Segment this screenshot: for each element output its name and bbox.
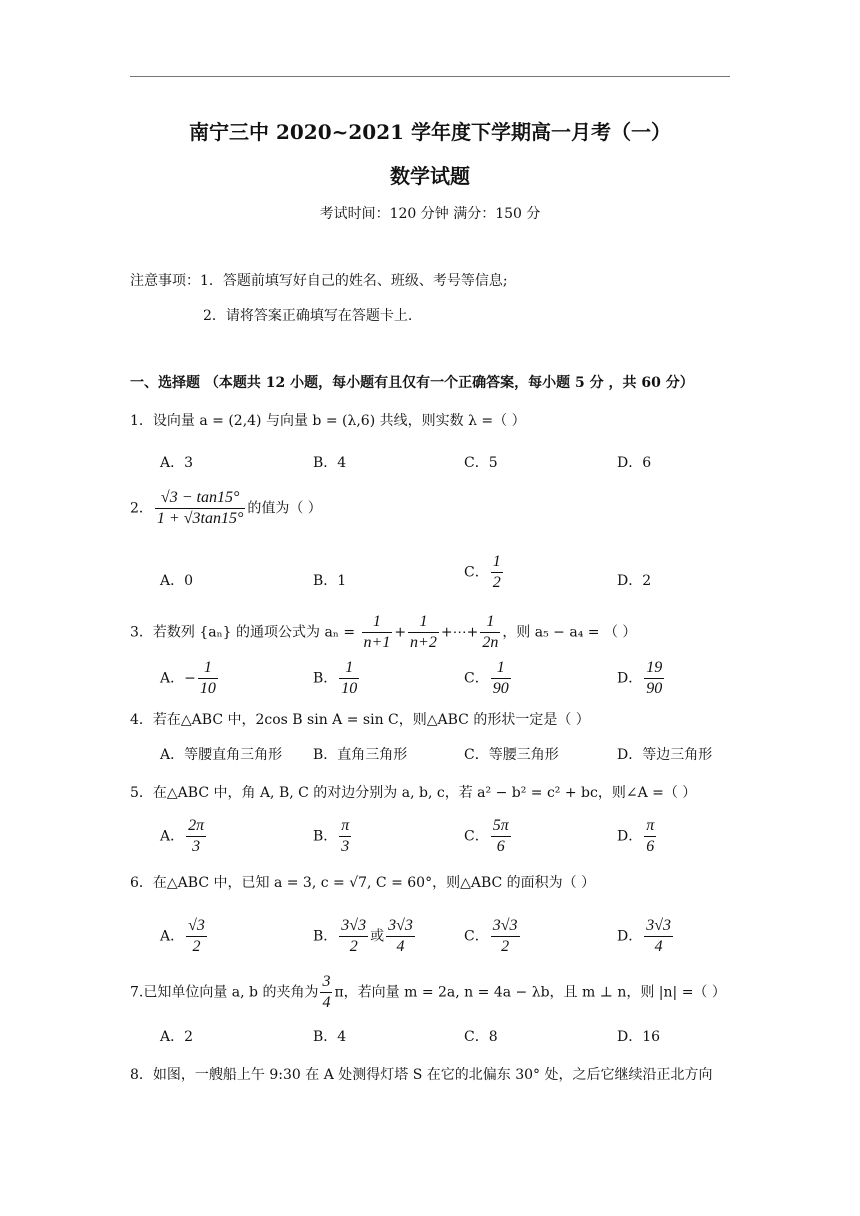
q1-option-d: D．6 — [617, 455, 652, 471]
q7-option-b: B．4 — [313, 1029, 347, 1045]
q6-b1-num: 3√3 — [339, 916, 368, 937]
q2-option-c — [464, 552, 505, 593]
q2-option-c-label: C． — [464, 564, 489, 581]
q2-tail: 的值为（ ） — [247, 500, 322, 517]
q3-lead: 3．若数列 {aₙ} 的通项公式为 aₙ = — [130, 624, 360, 641]
q5-option-a-label: A． — [160, 828, 185, 845]
q7-f-num: 3 — [320, 972, 332, 993]
q6-option-b — [313, 916, 417, 957]
q6-option-a-label: A． — [160, 928, 185, 945]
q5-option-b-fraction — [339, 816, 351, 857]
q6-a-den: 2 — [192, 938, 201, 955]
q3-option-d-fraction — [644, 658, 664, 699]
q7-tail: π，若向量 m = 2a, n = 4a − λb，且 m ⊥ n，则 |n| =（ ） — [334, 984, 726, 1001]
q2-number: 2． — [130, 500, 153, 517]
q2-denominator: 1 + √3tan15° — [156, 510, 244, 527]
q3-a-den: 10 — [199, 680, 216, 697]
q6-b2-num: 3√3 — [386, 916, 415, 937]
q6-option-c-fraction — [491, 916, 520, 957]
q7-option-a: A．2 — [160, 1029, 194, 1045]
q3-b-num: 1 — [339, 658, 359, 679]
q3-fraction-2 — [408, 612, 439, 653]
q5-option-c-fraction — [491, 816, 511, 857]
question-8-stem: 8．如图，一艘船上午 9:30 在 A 处测得灯塔 S 在它的北偏东 30° 处，之后它继续沿正北方向 — [130, 1067, 713, 1083]
q3-c-den: 90 — [492, 680, 509, 697]
q6-option-a-fraction — [186, 916, 207, 957]
q4-option-c: C．等腰三角形 — [464, 747, 559, 763]
question-6-stem: 6．在△ABC 中，已知 a = 3, c = √7, C = 60°，则△ABC 的面积为（ ） — [130, 875, 596, 891]
q3-f2-den: n+2 — [410, 634, 437, 651]
q3-a-num: 1 — [198, 658, 218, 679]
q4-option-a: A．等腰直角三角形 — [160, 747, 283, 763]
q3-option-d — [617, 658, 666, 699]
question-7-stem — [130, 972, 726, 1013]
exam-title: 南宁三中 2020~2021 学年度下学期高一月考（一） — [188, 120, 671, 144]
q7-f-den: 4 — [322, 994, 331, 1011]
q3-option-a-sign: − — [184, 670, 196, 687]
q5-option-a-fraction — [186, 816, 206, 857]
header-rule — [130, 76, 730, 77]
q7-lead: 7.已知单位向量 a, b 的夹角为 — [130, 984, 319, 1001]
q5-option-c-label: C． — [464, 828, 489, 845]
q5-d-den: 6 — [646, 838, 655, 855]
q2-option-c-num: 1 — [491, 552, 503, 573]
q3-c-num: 1 — [491, 658, 511, 679]
question-1-stem: 1．设向量 a = (2,4) 与向量 b = (λ,6) 共线，则实数 λ =（ ） — [130, 413, 526, 429]
q6-option-d-label: D． — [617, 928, 643, 945]
q7-fraction — [320, 972, 332, 1013]
q6-option-b-fraction-2 — [386, 916, 415, 957]
q2-option-c-fraction — [491, 552, 503, 593]
q4-option-b: B．直角三角形 — [313, 747, 408, 763]
q5-b-den: 3 — [341, 838, 350, 855]
q7-option-d: D．16 — [617, 1029, 661, 1045]
q3-option-a-fraction — [198, 658, 218, 699]
q2-numerator: √3 − tan15° — [155, 488, 245, 509]
q5-option-b-label: B． — [313, 828, 338, 845]
question-4-stem: 4．若在△ABC 中，2cos B sin A = sin C，则△ABC 的形状一定是（ ） — [130, 712, 590, 728]
q6-option-d-fraction — [644, 916, 673, 957]
q6-c-num: 3√3 — [491, 916, 520, 937]
q6-c-den: 2 — [501, 938, 510, 955]
note-1: 注意事项：1．答题前填写好自己的姓名、班级、考号等信息; — [130, 273, 508, 289]
q7-option-c: C．8 — [464, 1029, 498, 1045]
section-heading: 一、选择题 （本题共 12 小题，每小题有且仅有一个正确答案，每小题 5 分 ，共 60 分） — [130, 375, 694, 391]
q3-f1-den: n+1 — [363, 634, 391, 651]
q6-d-den: 4 — [654, 938, 663, 955]
q3-option-c-fraction — [491, 658, 511, 699]
q3-ellipsis: +⋯+ — [440, 624, 479, 641]
q2-option-c-den: 2 — [492, 574, 501, 591]
q6-option-b-or: 或 — [370, 928, 385, 945]
q3-d-den: 90 — [646, 680, 663, 697]
q5-d-num: π — [644, 816, 656, 837]
q1-option-c: C．5 — [464, 455, 498, 471]
q1-option-b: B．4 — [313, 455, 347, 471]
q1-option-a: A．3 — [160, 455, 194, 471]
q6-a-num: √3 — [186, 916, 207, 937]
q3-f1-num: 1 — [362, 612, 393, 633]
q3-d-num: 19 — [644, 658, 664, 679]
q5-a-den: 3 — [192, 838, 201, 855]
q5-a-num: 2π — [186, 816, 206, 837]
q6-option-a — [160, 916, 209, 957]
q6-option-b-label: B． — [313, 928, 338, 945]
subject-title: 数学试题 — [390, 164, 470, 188]
question-5-stem: 5．在△ABC 中，角 A, B, C 的对边分别为 a, b, c，若 a² − b² = c² + bc，则∠A =（ ） — [130, 785, 697, 801]
q3-option-a-label: A． — [160, 670, 185, 687]
q3-fraction-3 — [480, 612, 500, 653]
q3-option-c — [464, 658, 513, 699]
exam-info: 考试时间：120 分钟 满分：150 分 — [319, 206, 541, 222]
q5-option-d-label: D． — [617, 828, 643, 845]
q6-b2-den: 4 — [396, 938, 405, 955]
q3-b-den: 10 — [341, 680, 358, 697]
note-2: 2．请将答案正确填写在答题卡上. — [203, 308, 413, 324]
q6-b1-den: 2 — [349, 938, 358, 955]
q3-f3-num: 1 — [480, 612, 500, 633]
q3-option-b-label: B． — [313, 670, 338, 687]
question-3-stem: 3．若数列 {aₙ} 的通项公式为 aₙ = $\frac{1}{n+1}$ + $\frac{1}{n+2}$ +⋯+ $\frac{1}{2n}$ ，则 a₅ − a₄ = （ ） — [130, 613, 637, 651]
q3-f2-num: 1 — [408, 612, 439, 633]
q5-b-num: π — [339, 816, 351, 837]
q6-option-c-label: C． — [464, 928, 489, 945]
q6-option-d — [617, 916, 675, 957]
q2-option-a: A．0 — [160, 573, 194, 589]
q3-option-c-label: C． — [464, 670, 489, 687]
q6-option-c — [464, 916, 522, 957]
q5-c-den: 6 — [496, 838, 505, 855]
q3-option-a — [160, 658, 220, 699]
q4-option-d: D．等边三角形 — [617, 747, 713, 763]
q3-option-b — [313, 658, 361, 699]
q5-option-d — [617, 816, 658, 857]
q3-tail: ，则 a₅ − a₄ = （ ） — [502, 624, 637, 641]
q5-option-c — [464, 816, 513, 857]
question-2-stem — [130, 488, 322, 529]
q5-option-d-fraction — [644, 816, 656, 857]
q2-expression — [155, 488, 245, 529]
q5-c-num: 5π — [491, 816, 511, 837]
q6-option-b-fraction-1 — [339, 916, 368, 957]
q5-option-a — [160, 816, 208, 857]
q3-f3-den: 2n — [482, 634, 499, 651]
q3-fraction-1 — [362, 612, 393, 653]
q3-option-b-fraction — [339, 658, 359, 699]
q5-option-b — [313, 816, 353, 857]
q2-option-b: B．1 — [313, 573, 347, 589]
q6-d-num: 3√3 — [644, 916, 673, 937]
q3-option-d-label: D． — [617, 670, 643, 687]
q2-option-d: D．2 — [617, 573, 652, 589]
